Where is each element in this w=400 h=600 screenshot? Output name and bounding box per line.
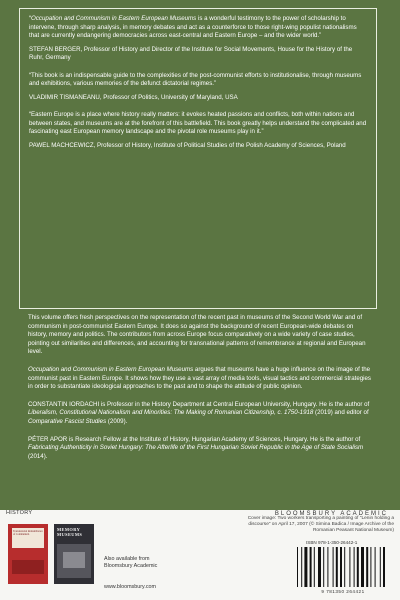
related-book-title: MEMORY MUSEUMS <box>57 527 83 537</box>
also-available-text: Also available from Bloomsbury Academic <box>104 556 158 569</box>
endorsement-quote: “Occupation and Communism in Eastern European Museums is a wonderful testimony to the power of scholarship to intervene, through sharp analysis, in memory debates and act as a counterforce to those right-wing populist nationalisms that are currently endangering democracies across east-central and Eastern Europe – and the wider world.” <box>29 15 357 39</box>
endorsement-attribution: PAWEL MACHCEWICZ, Professor of History, Institute of Political Studies of the Polish Academy of Sciences, Poland <box>29 141 346 149</box>
endorsement-2 <box>29 72 367 103</box>
endorsement-attribution: VLADIMIR TISMANEANU, Professor of Politics, University of Maryland, USA <box>29 93 238 101</box>
related-book-cover-1 <box>8 524 48 584</box>
author-bio-apor: PÉTER APOR is Research Fellow at the Institute of History, Hungarian Academy of Sciences, Hungary. He is the author of Fabricating Authenticity in Soviet Hungary: The Afterlife of the First Hungarian Soviet Republic in the Age of State Socialism (2014). <box>28 435 364 460</box>
footer-band <box>0 510 400 600</box>
related-book-cover-2 <box>54 524 94 584</box>
endorsement-1 <box>29 15 367 63</box>
blurb-paragraph-1: This volume offers fresh perspectives on the representation of the recent past in museums of the Second World War and of communism in post-communist Eastern Europe. It does so against the background of recent European-wide debates on history, memory and politics. The contributors from across Europe focus comparatively on a wide variety of case studies, pointing out similarities and differences, and accounting for transnational patterns of remembrance at regional and European level. <box>28 314 366 356</box>
cover-image-credit: Cover image: Two workers transporting a painting of “Lenin holding a discourse” on April 17, 2007 (© Simina Badica / Image Archive of the Romanian Peasant National Museum) <box>247 516 394 534</box>
related-book-title: Transnational Remembrance of Communism <box>13 530 43 537</box>
endorsement-quote: “Eastern Europe is a place where history really matters: it evokes heated passions and conflicts, both within nations and between states, and museums are at the forefront of this battlefield. This book greatly helps understand the complicated and fascinating east European memory landscape and the pivotal role museums play in it.” <box>29 111 367 135</box>
blurb <box>28 314 373 470</box>
category-label: HISTORY <box>6 510 33 516</box>
endorsement-3 <box>29 111 367 150</box>
endorsement-quote: “This book is an indispensable guide to the complexities of the post-communist efforts to institutionalise, through museums and exhibitions, various memories of the defunct dictatorial regimes.” <box>29 71 362 87</box>
endorsement-attribution: STEFAN BERGER, Professor of History and Director of the Institute for Social Movements, House for the History of the Ruhr, Germany <box>29 45 353 61</box>
isbn-label: ISBN 978-1-350-26442-1 <box>306 540 358 545</box>
website-link[interactable]: www.bloomsbury.com <box>104 584 157 590</box>
blurb-paragraph-2: Occupation and Communism in Eastern European Museums argues that museums have a huge influence on the image of the communist past in Eastern Europe. It shows how they use a vast array of media tools, visual tactics and commercial strategies in order to substantiate ideological approaches to the past and to shape the attitude of public opinion. <box>28 365 372 391</box>
author-bio-iordachi: CONSTANTIN IORDACHI is Professor in the History Department at Central European University, Hungary. He is the author of Liberalism, Constitutional Nationalism and Minorities: The Making of Romanian Citizenship, c. 1750-1918 (2019) and editor of Comparative Fascist Studies (2009). <box>28 400 370 425</box>
barcode-icon <box>295 547 391 587</box>
publisher-logo: BLOOMSBURY ACADEMIC <box>274 511 388 517</box>
cover-photo <box>57 544 91 578</box>
endorsements-box <box>19 8 377 309</box>
barcode-digits: 9 781350 264421 <box>321 589 365 594</box>
